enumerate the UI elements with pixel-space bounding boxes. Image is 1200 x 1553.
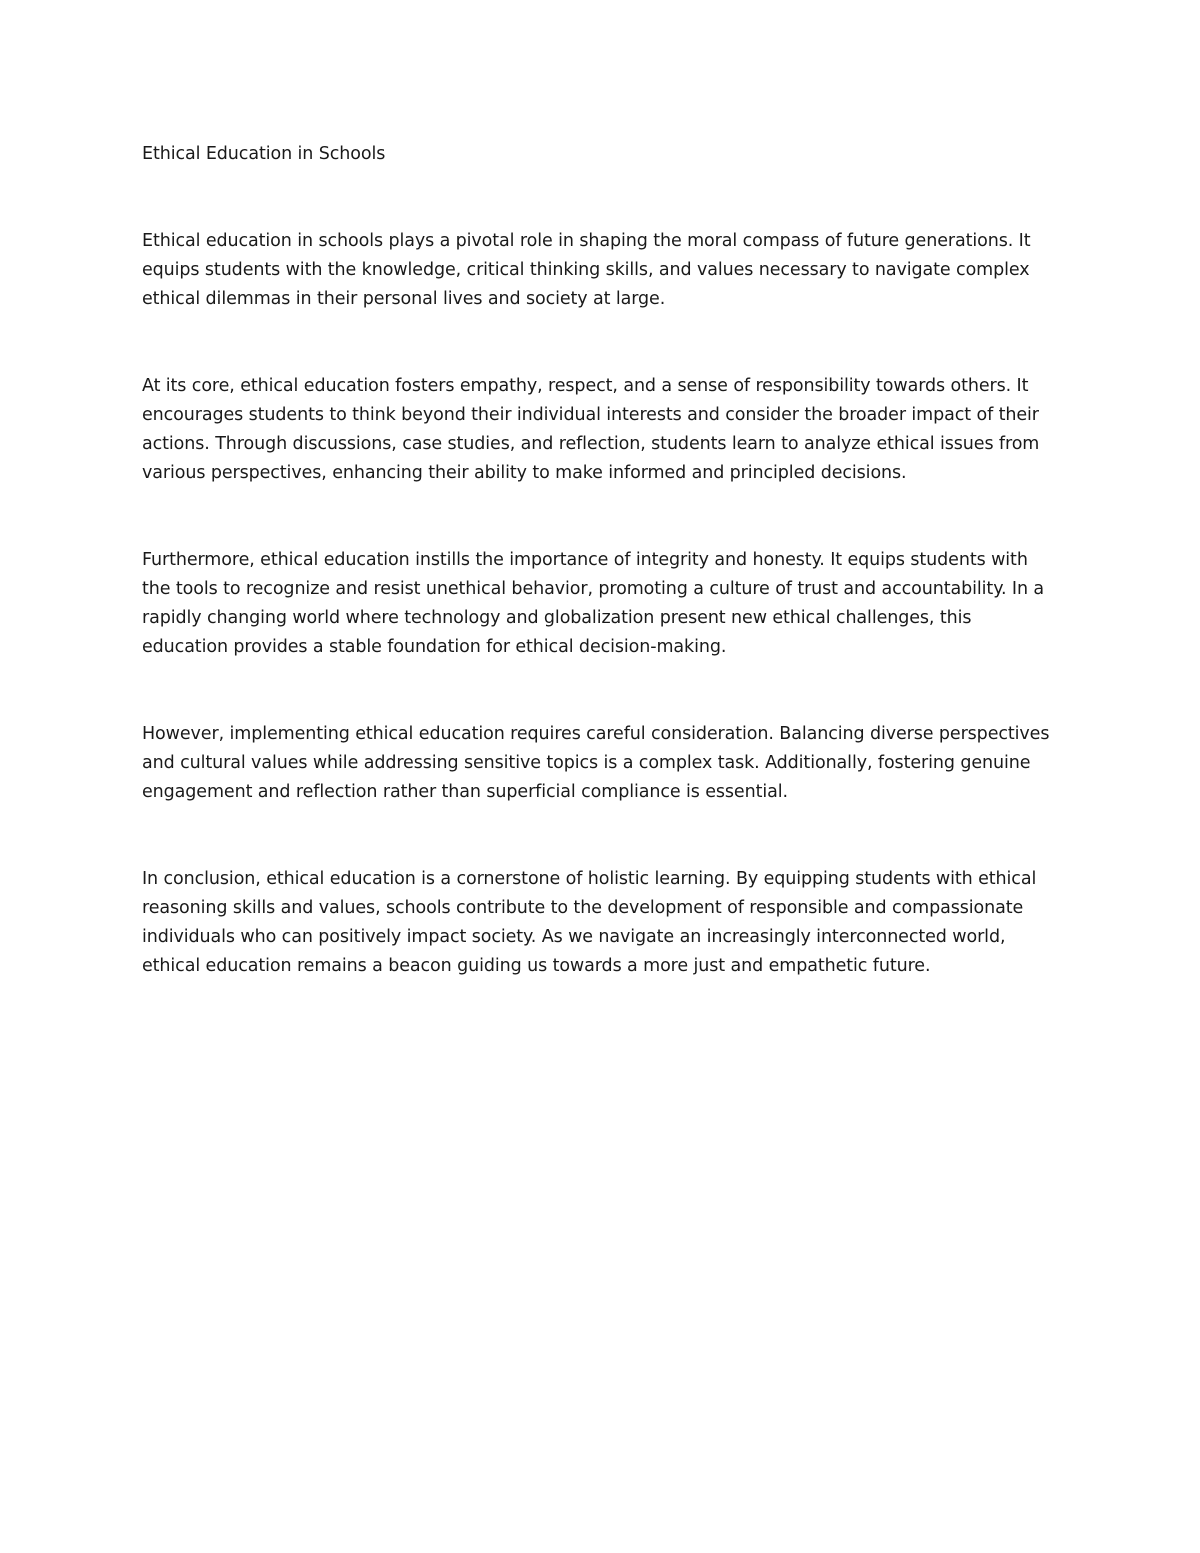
paragraph-line: engagement and reflection rather than superficial compliance is essential. bbox=[142, 782, 788, 802]
paragraph-line: ethical education remains a beacon guiding us towards a more just and empathetic future. bbox=[142, 956, 931, 976]
paragraph-line: individuals who can positively impact society. As we navigate an increasingly interconnected world, bbox=[142, 927, 1006, 947]
paragraph-line: various perspectives, enhancing their ability to make informed and principled decisions. bbox=[142, 463, 907, 483]
paragraph-line: and cultural values while addressing sensitive topics is a complex task. Additionally, fostering genuine bbox=[142, 753, 1031, 773]
paragraph-line: encourages students to think beyond their individual interests and consider the broader impact of their bbox=[142, 405, 1039, 425]
paragraph-3 bbox=[142, 546, 1054, 662]
document-body bbox=[142, 140, 1054, 1039]
document-title: Ethical Education in Schools bbox=[142, 144, 386, 164]
paragraph-4 bbox=[142, 720, 1054, 807]
paragraph-2 bbox=[142, 372, 1054, 488]
paragraph-line: However, implementing ethical education requires careful consideration. Balancing diverse perspectives bbox=[142, 724, 1050, 744]
paragraph-line: Ethical education in schools plays a pivotal role in shaping the moral compass of future generations. It bbox=[142, 231, 1031, 251]
paragraph-line: rapidly changing world where technology and globalization present new ethical challenges, this bbox=[142, 608, 972, 628]
paragraph-5 bbox=[142, 865, 1054, 981]
paragraph-line: Furthermore, ethical education instills the importance of integrity and honesty. It equips students with bbox=[142, 550, 1028, 570]
paragraph-line: At its core, ethical education fosters empathy, respect, and a sense of responsibility towards others. It bbox=[142, 376, 1029, 396]
paragraph-line: reasoning skills and values, schools contribute to the development of responsible and compassionate bbox=[142, 898, 1024, 918]
paragraph-line: actions. Through discussions, case studies, and reflection, students learn to analyze ethical issues from bbox=[142, 434, 1040, 454]
paragraph-line: ethical dilemmas in their personal lives and society at large. bbox=[142, 289, 666, 309]
paragraph-line: equips students with the knowledge, critical thinking skills, and values necessary to navigate complex bbox=[142, 260, 1030, 280]
paragraph-line: In conclusion, ethical education is a cornerstone of holistic learning. By equipping students with ethical bbox=[142, 869, 1037, 889]
paragraph-line: the tools to recognize and resist unethical behavior, promoting a culture of trust and accountability. In a bbox=[142, 579, 1045, 599]
paragraph-line: education provides a stable foundation for ethical decision-making. bbox=[142, 637, 727, 657]
paragraph-1 bbox=[142, 227, 1054, 314]
